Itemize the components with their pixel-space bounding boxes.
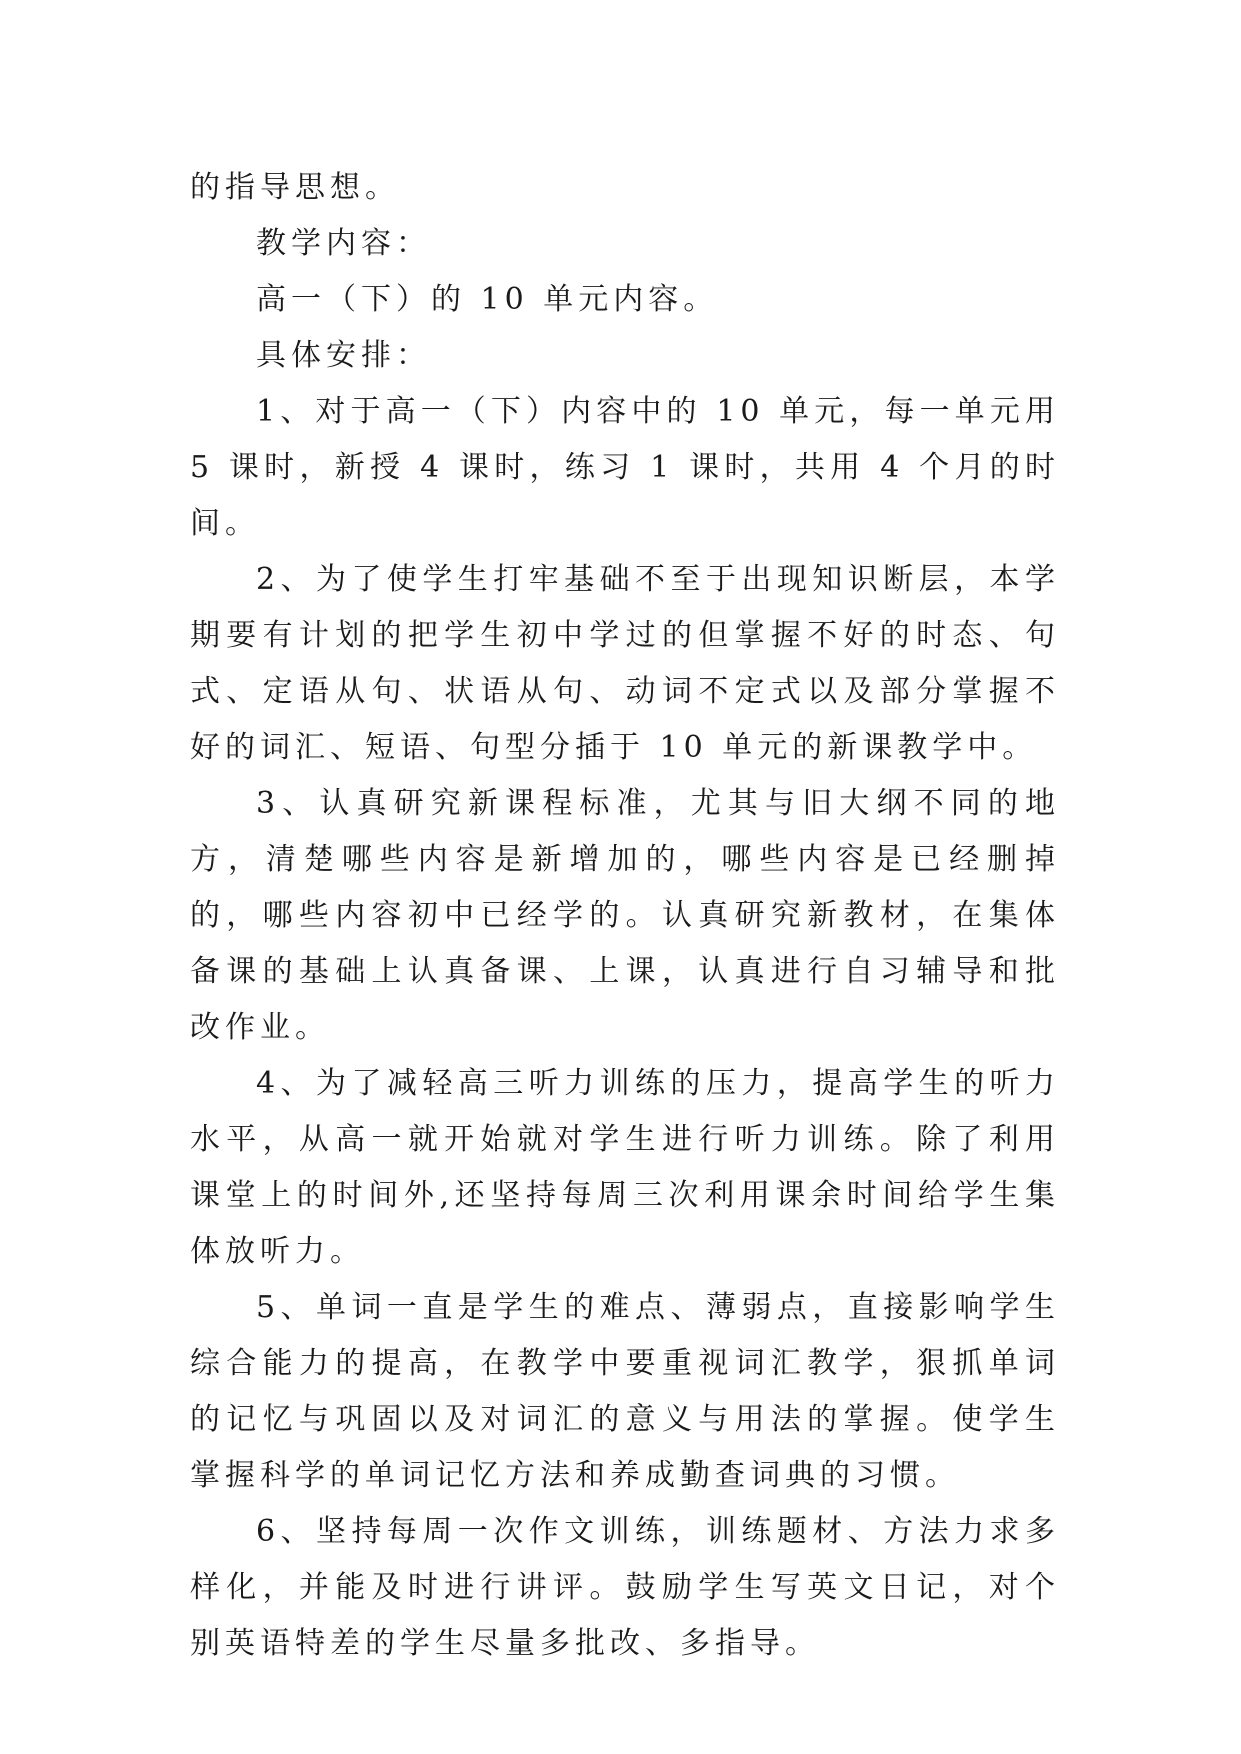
paragraph-item-5: 5、单词一直是学生的难点、薄弱点，直接影响学生综合能力的提高，在教学中要重视词汇教学，狠抓单词的记忆与巩固以及对词汇的意义与用法的掌握。使学生掌握科学的单词记忆方法和养成勤查词典的习惯。 — [190, 1290, 1060, 1493]
paragraph-continuation: 的指导思想。 — [190, 170, 400, 205]
paragraph-content-scope: 高一（下）的 10 单元内容。 — [256, 282, 719, 317]
heading-teaching-content: 教学内容： — [256, 226, 431, 261]
paragraph-item-6: 6、坚持每周一次作文训练，训练题材、方法力求多样化，并能及时进行讲评。鼓励学生写英文日记，对个别英语特差的学生尽量多批改、多指导。 — [190, 1514, 1060, 1661]
paragraph-item-1: 1、对于高一（下）内容中的 10 单元，每一单元用 5 课时，新授 4 课时，练习 1 课时，共用 4 个月的时间。 — [190, 394, 1060, 541]
paragraph-item-2: 2、为了使学生打牢基础不至于出现知识断层，本学期要有计划的把学生初中学过的但掌握不好的时态、句式、定语从句、状语从句、动词不定式以及部分掌握不好的词汇、短语、句型分插于 10 单元的新课教学中。 — [190, 562, 1060, 765]
heading-specific-arrangement: 具体安排： — [256, 338, 431, 373]
paragraph-item-3: 3、认真研究新课程标准，尤其与旧大纲不同的地方，清楚哪些内容是新增加的，哪些内容是已经删掉的，哪些内容初中已经学的。认真研究新教材，在集体备课的基础上认真备课、上课，认真进行自习辅导和批改作业。 — [190, 786, 1060, 1045]
document-body — [190, 160, 1060, 1672]
paragraph-item-4: 4、为了减轻高三听力训练的压力，提高学生的听力水平，从高一就开始就对学生进行听力训练。除了利用课堂上的时间外,还坚持每周三次利用课余时间给学生集体放听力。 — [190, 1066, 1060, 1269]
